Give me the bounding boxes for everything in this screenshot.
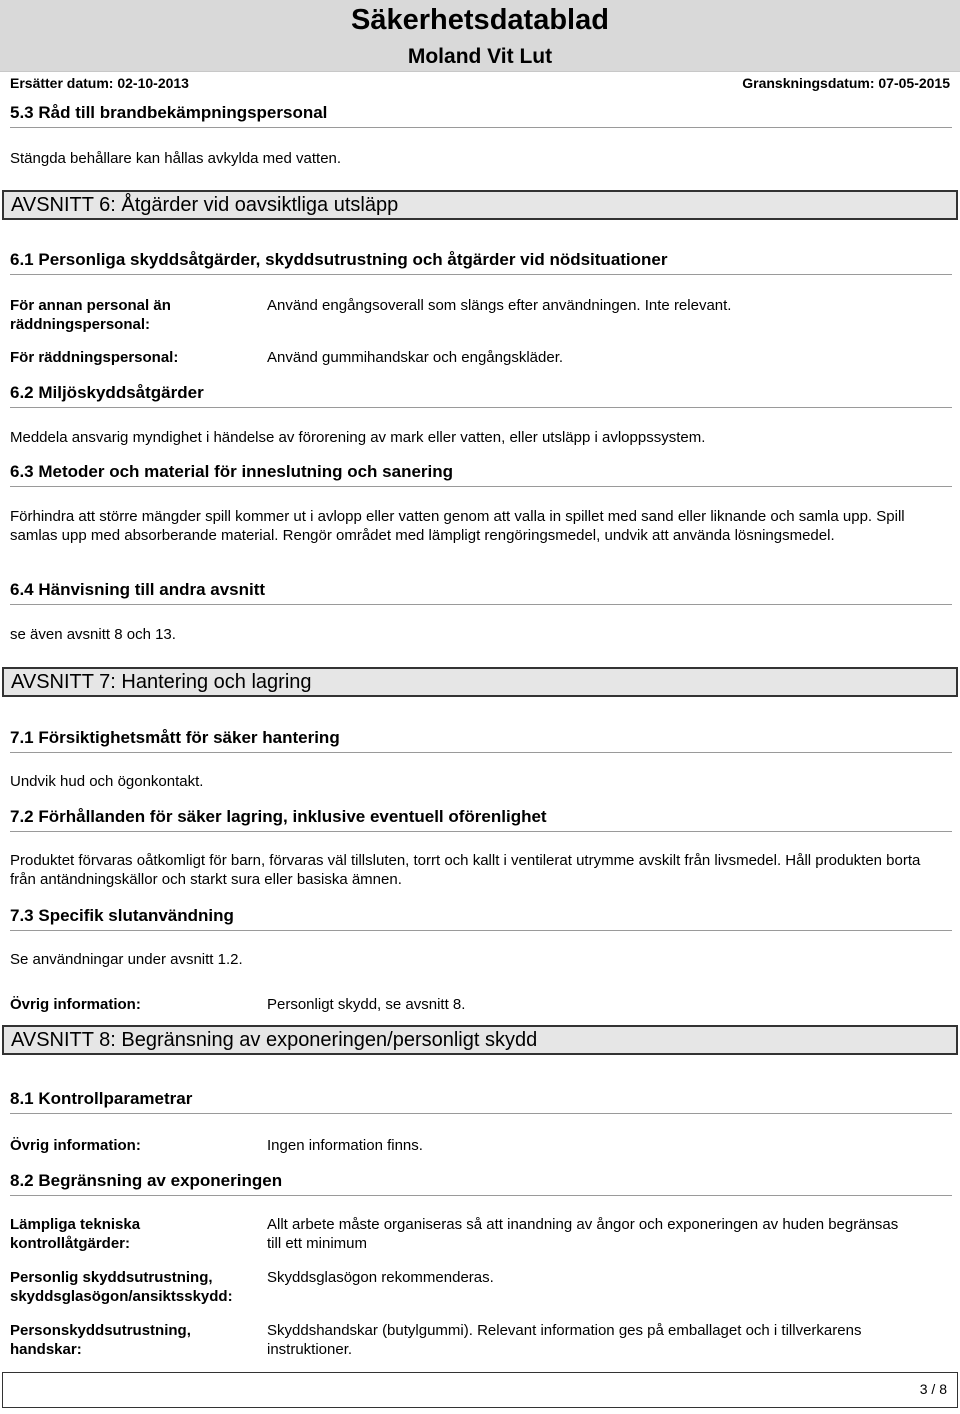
text-6-2: Meddela ansvarig myndighet i händelse av förorening av mark eller vatten, eller utsläpp i avloppssystem. [10,429,706,446]
text-6-3: Förhindra att större mängder spill kommer ut i avlopp eller vatten genom att valla in spillet med sand eller liknande och samla upp. Spill samlas upp med absorberande material. Rengör området med lämpligt rengöringsmedel, undvik att använda lösningsmedel. [10,508,905,544]
label-other-info-7: Övrig information: [10,996,141,1013]
label-technical-controls: Lämpliga tekniska kontrollåtgärder: [10,1216,141,1252]
heading-8-2: 8.2 Begränsning av exponeringen [10,1171,952,1196]
text-5-3: Stängda behållare kan hållas avkylda med vatten. [10,150,342,167]
label-other-personnel: För annan personal än räddningspersonal: [10,297,171,333]
label-other-info-8: Övrig information: [10,1137,141,1154]
review-date: Granskningsdatum: 07-05-2015 [742,75,950,91]
section-8-title: AVSNITT 8: Begränsning av exponeringen/personligt skydd [2,1025,958,1055]
replaces-date: Ersätter datum: 02-10-2013 [10,75,189,91]
document-header [0,0,960,72]
value-hand-protection: Skyddshandskar (butylgummi). Relevant information ges på emballaget och i tillverkarens instruktioner. [267,1322,862,1358]
heading-8-1: 8.1 Kontrollparametrar [10,1089,952,1114]
document-title: Säkerhetsdatablad [351,4,609,36]
section-6-title: AVSNITT 6: Åtgärder vid oavsiktliga utsläpp [2,190,958,220]
value-eye-protection: Skyddsglasögon rekommenderas. [267,1269,494,1286]
heading-6-3: 6.3 Metoder och material för inneslutning och sanering [10,462,952,487]
value-other-info-7: Personligt skydd, se avsnitt 8. [267,996,466,1013]
label-eye-protection: Personlig skyddsutrustning, skyddsglasögon/ansiktsskydd: [10,1269,233,1305]
heading-7-1: 7.1 Försiktighetsmått för säker hantering [10,728,952,753]
label-rescue-personnel: För räddningspersonal: [10,349,179,366]
value-technical-controls: Allt arbete måste organiseras så att inandning av ångor och exponeringen av huden begränsas till ett minimum [267,1216,899,1252]
text-6-4: se även avsnitt 8 och 13. [10,626,176,643]
text-7-1: Undvik hud och ögonkontakt. [10,773,204,790]
heading-7-3: 7.3 Specifik slutanvändning [10,906,952,931]
text-7-2: Produktet förvaras oåtkomligt för barn, förvaras väl tillsluten, torrt och kallt i ventilerat utrymme avskilt från livsmedel. Håll produkten borta från antändningskällor och starkt sura eller basiska ämnen. [10,852,921,888]
product-name: Moland Vit Lut [407,45,553,68]
heading-6-2: 6.2 Miljöskyddsåtgärder [10,383,952,408]
heading-6-1: 6.1 Personliga skyddsåtgärder, skyddsutrustning och åtgärder vid nödsituationer [10,250,952,275]
page-number: 3 / 8 [919,1381,947,1397]
value-rescue-personnel: Använd gummihandskar och engångskläder. [267,349,564,366]
heading-7-2: 7.2 Förhållanden för säker lagring, inklusive eventuell oförenlighet [10,807,952,832]
page-footer [2,1372,958,1408]
section-7-title: AVSNITT 7: Hantering och lagring [2,667,958,697]
heading-5-3: 5.3 Råd till brandbekämpningspersonal [10,103,952,128]
value-other-personnel: Använd engångsoverall som slängs efter användningen. Inte relevant. [267,297,732,314]
heading-6-4: 6.4 Hänvisning till andra avsnitt [10,580,952,605]
label-hand-protection: Personskyddsutrustning, handskar: [10,1322,191,1358]
text-7-3: Se användningar under avsnitt 1.2. [10,951,243,968]
value-other-info-8: Ingen information finns. [267,1137,423,1154]
